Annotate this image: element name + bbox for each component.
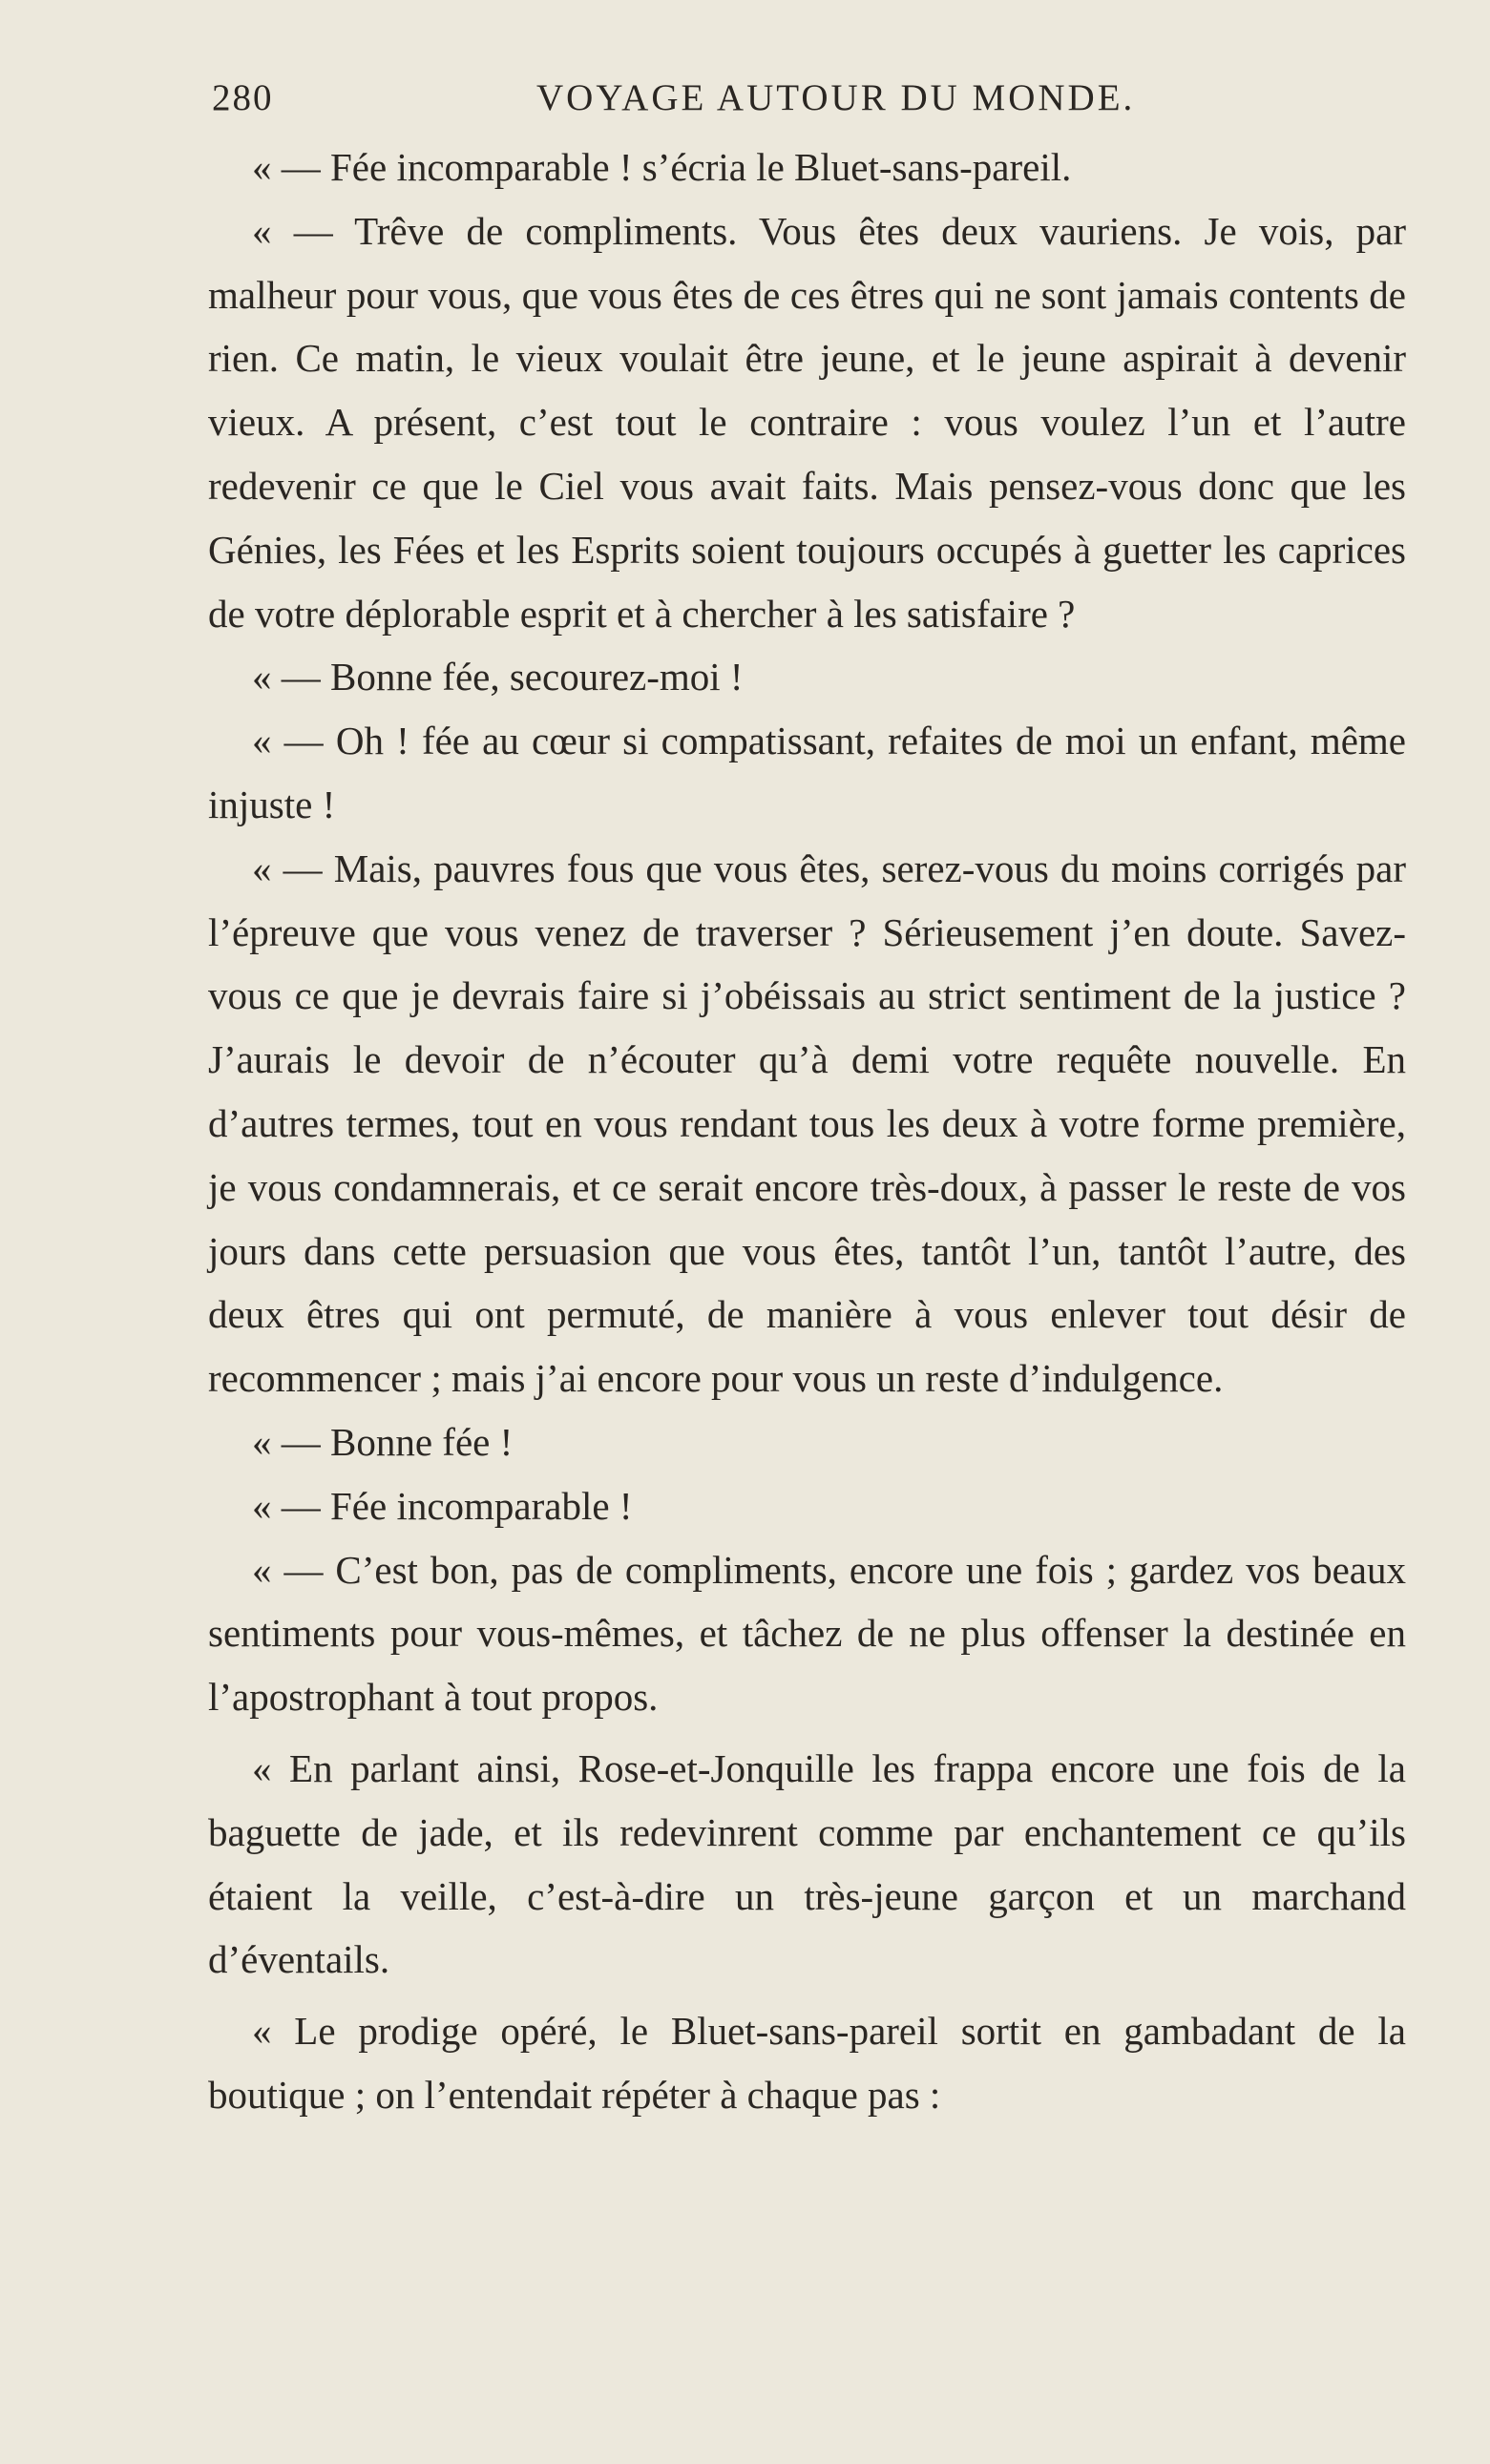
body-text: [208, 136, 1406, 2127]
paragraph-7: « — Fée incomparable !: [252, 1483, 633, 1528]
paragraph-5: « — Mais, pauvres fous que vous êtes, serez-vous du moins corrigés par l’épreuve que vous venez de traverser ? Sérieusement j’en doute. Savez-vous ce que je devrais faire si j’obéissais au strict sentiment de la justice ? J’aurais le devoir de n’écouter qu’à demi votre requête nouvelle. En d’autres termes, tout en vous rendant tous les deux à votre forme première, je vous condamnerais, et ce serait encore très-doux, à passer le reste de vos jours dans cette persuasion que vous êtes, tantôt l’un, tantôt l’autre, des deux êtres qui ont permuté, de manière à vous enlever tout désir de recommencer ; mais j’ai encore pour vous un reste d’indulgence.: [208, 846, 1406, 1401]
paragraph-1: « — Fée incomparable ! s’écria le Bluet-sans-pareil.: [252, 145, 1072, 189]
running-title: VOYAGE AUTOUR DU MONDE.: [536, 77, 1136, 118]
paragraph-3: « — Bonne fée, secourez-moi !: [252, 655, 744, 700]
paragraph-6: « — Bonne fée !: [252, 1419, 514, 1464]
paragraph-10: « Le prodige opéré, le Bluet-sans-pareil sortit en gambadant de la boutique ; on l’entendait répéter à chaque pas :: [208, 2009, 1406, 2117]
paragraph-4: « — Oh ! fée au cœur si compatissant, refaites de moi un enfant, même injuste !: [208, 719, 1406, 826]
running-header: [212, 76, 1405, 134]
paragraph-2: « — Trêve de compliments. Vous êtes deux vauriens. Je vois, par malheur pour vous, que vous êtes de ces êtres qui ne sont jamais contents de rien. Ce matin, le vieux voulait être jeune, et le jeune aspirait à devenir vieux. A présent, c’est tout le contraire : vous voulez l’un et l’autre redevenir ce que le Ciel vous avait faits. Mais pensez-vous donc que les Génies, les Fées et les Esprits soient toujours occupés à guetter les caprices de votre déplorable esprit et à chercher à les satisfaire ?: [208, 208, 1406, 636]
page-number: 280: [212, 77, 274, 118]
paragraph-9: « En parlant ainsi, Rose-et-Jonquille les frappa encore une fois de la baguette de jade, et ils redevinrent comme par enchantement ce qu’ils étaient la veille, c’est-à-dire un très-jeune garçon et un marchand d’éventails.: [208, 1745, 1406, 1982]
paragraph-8: « — C’est bon, pas de compliments, encore une fois ; gardez vos beaux sentiments pour vous-mêmes, et tâchez de ne plus offenser la destinée en l’apostrophant à tout propos.: [208, 1547, 1406, 1720]
